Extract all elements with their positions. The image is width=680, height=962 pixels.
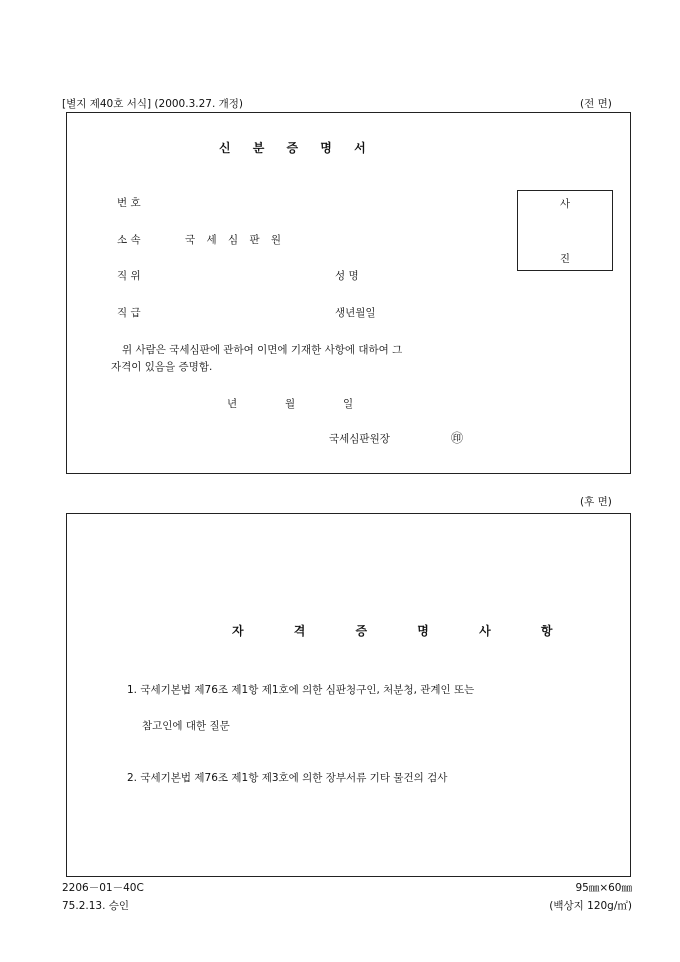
date-year: 년 <box>227 398 238 410</box>
photo-box <box>517 190 613 271</box>
qualification-item-1-line-2: 참고인에 대한 질문 <box>142 720 230 732</box>
photo-label-bottom: 진 <box>559 253 571 265</box>
approval-date: 75.2.13. 승인 <box>62 900 130 912</box>
position-label: 직 위 <box>117 270 141 282</box>
statement-line-2: 자격이 있음을 증명함. <box>111 361 213 373</box>
card-size: 95㎜×60㎜ <box>575 882 632 894</box>
affiliation-value: 국 세 심 판 원 <box>185 234 286 246</box>
front-side-label: (전 면) <box>580 98 612 110</box>
paper-spec: (백상지 120g/㎡) <box>549 900 632 912</box>
back-card <box>66 513 631 877</box>
issuer-title: 국세심판원장 <box>329 433 390 445</box>
grade-label: 직 급 <box>117 307 141 319</box>
affiliation-label: 소 속 <box>117 234 141 246</box>
front-title: 신 분 증 명 서 <box>219 141 375 155</box>
form-number: [별지 제40호 서식] (2000.3.27. 개정) <box>62 98 244 110</box>
front-card <box>66 112 631 474</box>
form-code: 2206－01－40C <box>62 882 144 894</box>
back-side-label: (후 면) <box>580 496 612 508</box>
seal-mark: ㊞ <box>451 431 464 445</box>
photo-label-top: 사 <box>559 198 571 210</box>
date-day: 일 <box>343 398 354 410</box>
qualification-item-1-line-1: 1. 국세기본법 제76조 제1항 제1호에 의한 심판청구인, 처분청, 관계인 또는 <box>127 684 475 696</box>
name-label: 성 명 <box>335 270 359 282</box>
qualification-item-2: 2. 국세기본법 제76조 제1항 제3호에 의한 장부서류 기타 물건의 검사 <box>127 772 448 784</box>
birth-date-label: 생년월일 <box>335 307 376 319</box>
date-month: 월 <box>285 398 296 410</box>
number-label: 번 호 <box>117 197 141 209</box>
back-title: 자 격 증 명 사 항 <box>232 624 576 638</box>
statement-line-1: 위 사람은 국세심판에 관하여 이면에 기재한 사항에 대하여 그 <box>122 344 403 356</box>
